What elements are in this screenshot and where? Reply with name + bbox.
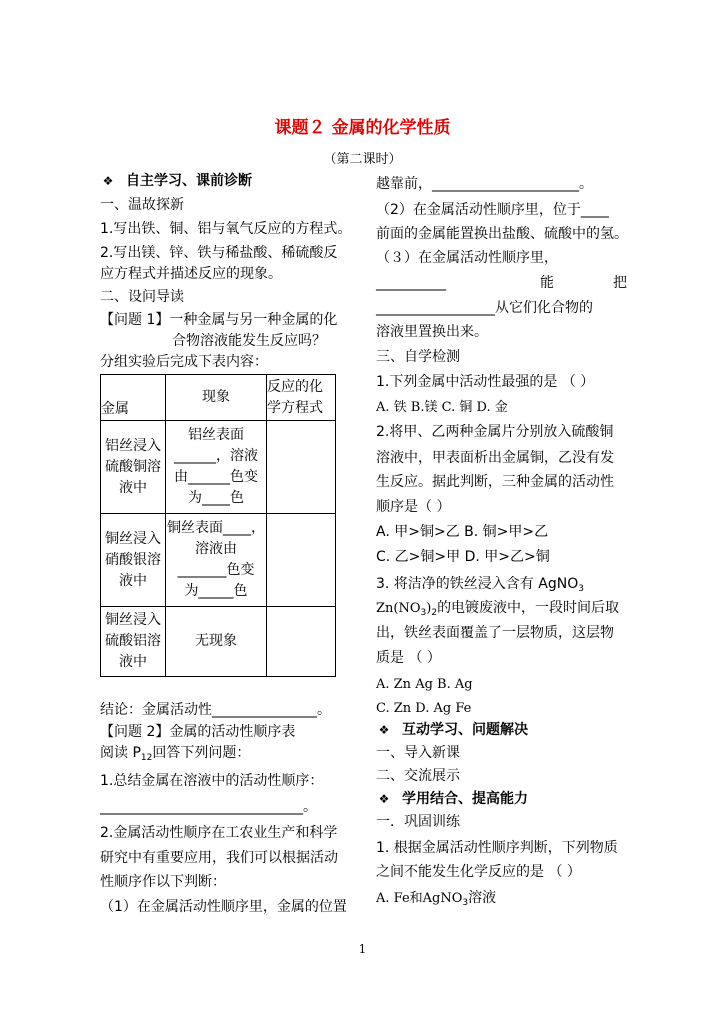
page-subtitle: （第二课时） [323,152,402,167]
text-line: 合物溶液能发生反应吗？ [172,333,326,349]
text-line: 应方程式并描述反应的现象。 [100,266,282,282]
text-line: A. 甲>铜>乙 B. 铜>甲>乙 [376,524,549,540]
text-line: C. Zn D. Ag Fe [376,701,472,716]
row-equation-al [267,421,336,514]
section-heading-interactive: ❖ 互动学习、问题解决 [376,720,528,740]
text-line: A. Zn Ag B. Ag [376,677,473,692]
text-line: C. 乙>铜>甲 D. 甲>乙>铜 [376,549,550,565]
diamond-bullet-icon: ❖ [378,792,390,806]
text-line: 分组实验后完成下表内容： [100,354,268,370]
text-line: 【问题 2】金属的活动性顺序表 [100,724,296,740]
text-line: 性顺序作以下判断： [100,874,226,890]
diamond-bullet-icon: ❖ [102,174,114,188]
text-line: （2）在金属活动性顺序里，位于____ [376,202,609,218]
text-line: 结论：金属活动性_______________。 [100,702,331,718]
row-equation-cu-al [267,607,336,677]
text-line: 1.下列金属中活动性最强的是 （ ） [376,374,595,390]
text-line: 阅读 $P_{12}$回答下列问题： [100,745,251,763]
header-equation: 反应的化 学方程式 [267,375,336,421]
text-line: 2.将甲、乙两种金属片分别放入硫酸铜 [376,424,614,440]
section-heading-apply: ❖ 学用结合、提高能力 [376,789,528,809]
text-line: 一、导入新课 [376,745,460,761]
row-phenomenon-cu-al: 无现象 [166,607,267,677]
text-line: _________________从它们化合物的 [376,300,593,316]
text-line: 1. 根据金属活动性顺序判断，下列物质 [376,840,618,856]
row-metal-cu-ag: 铜丝浸入 硝酸银溶 液中 [101,514,166,607]
text-line: __________ 能 把 [376,275,627,291]
text-line: 二、交流展示 [376,768,460,784]
text-line: 生反应。据此判断，三种金属的活动性 [376,474,614,490]
text-line: 顺序是（ ） [376,499,451,515]
text-line: 质是 （ ） [376,650,441,666]
section-heading-self-study: ❖ 自主学习、课前诊断 [100,171,252,191]
text-line: 3. 将洁净的铁丝浸入含有 AgNO$_3$ [376,576,584,594]
row-metal-cu-al: 铜丝浸入 硫酸铝溶 液中 [101,607,166,677]
text-line: _____________________________。 [100,799,317,815]
page-title: 课题２ 金属的化学性质 [274,118,451,138]
text-line: 研究中有重要应用，我们可以根据活动 [100,850,338,866]
row-equation-cu-ag [267,514,336,607]
text-line: 1.写出铁、铜、铝与氧气反应的方程式。 [100,221,352,237]
row-metal-al: 铝丝浸入 硫酸铜溶 液中 [101,421,166,514]
text-line: 一、温故探新 [100,197,184,213]
text-line: 越靠前，_____________________。 [376,176,593,192]
text-line: A. Fe和AgNO$_3$溶液 [376,890,497,908]
text-line: 前面的金属能置换出盐酸、硫酸中的氢。 [376,226,628,242]
text-line: （３）在金属活动性顺序里， [376,250,558,266]
text-line: 二、设问导读 [100,289,184,305]
text-line: 【问题 1】一种金属与另一种金属的化 [100,312,338,328]
text-line: $Zn(NO_3)_2$的电镀废液中，一段时间后取 [376,600,620,618]
text-line: 出，铁丝表面覆盖了一层物质，这层物 [376,625,614,641]
text-line: 2.金属活动性顺序在工农业生产和科学 [100,825,338,841]
text-line: （1）在金属活动性顺序里，金属的位置 [100,899,347,915]
experiment-table [100,374,336,677]
header-phenomenon: 现象 [166,375,267,421]
text-line: 三、自学检测 [376,349,460,365]
text-line: 之间不能发生化学反应的是 （ ） [376,864,581,880]
diamond-bullet-icon: ❖ [378,723,390,737]
page-number: 1 [358,942,367,956]
text-line: A. 铁 B.镁 C. 铜 D. 金 [376,400,508,415]
row-phenomenon-al: 铝丝表面 ______，溶液 由______色变 为____色 [166,421,267,514]
header-metal: 金属 [101,375,166,421]
text-line: 1.总结金属在溶液中的活动性顺序： [100,773,324,789]
text-line: 一．巩固训练 [376,814,460,830]
row-phenomenon-cu-ag: 铜丝表面____， 溶液由 _______色变 为_____色 [166,514,267,607]
text-line: 溶液里置换出来。 [376,324,488,340]
text-line: 溶液中，甲表面析出金属铜，乙没有发 [376,450,614,466]
text-line: 2.写出镁、锌、铁与稀盐酸、稀硫酸反 [100,245,338,261]
